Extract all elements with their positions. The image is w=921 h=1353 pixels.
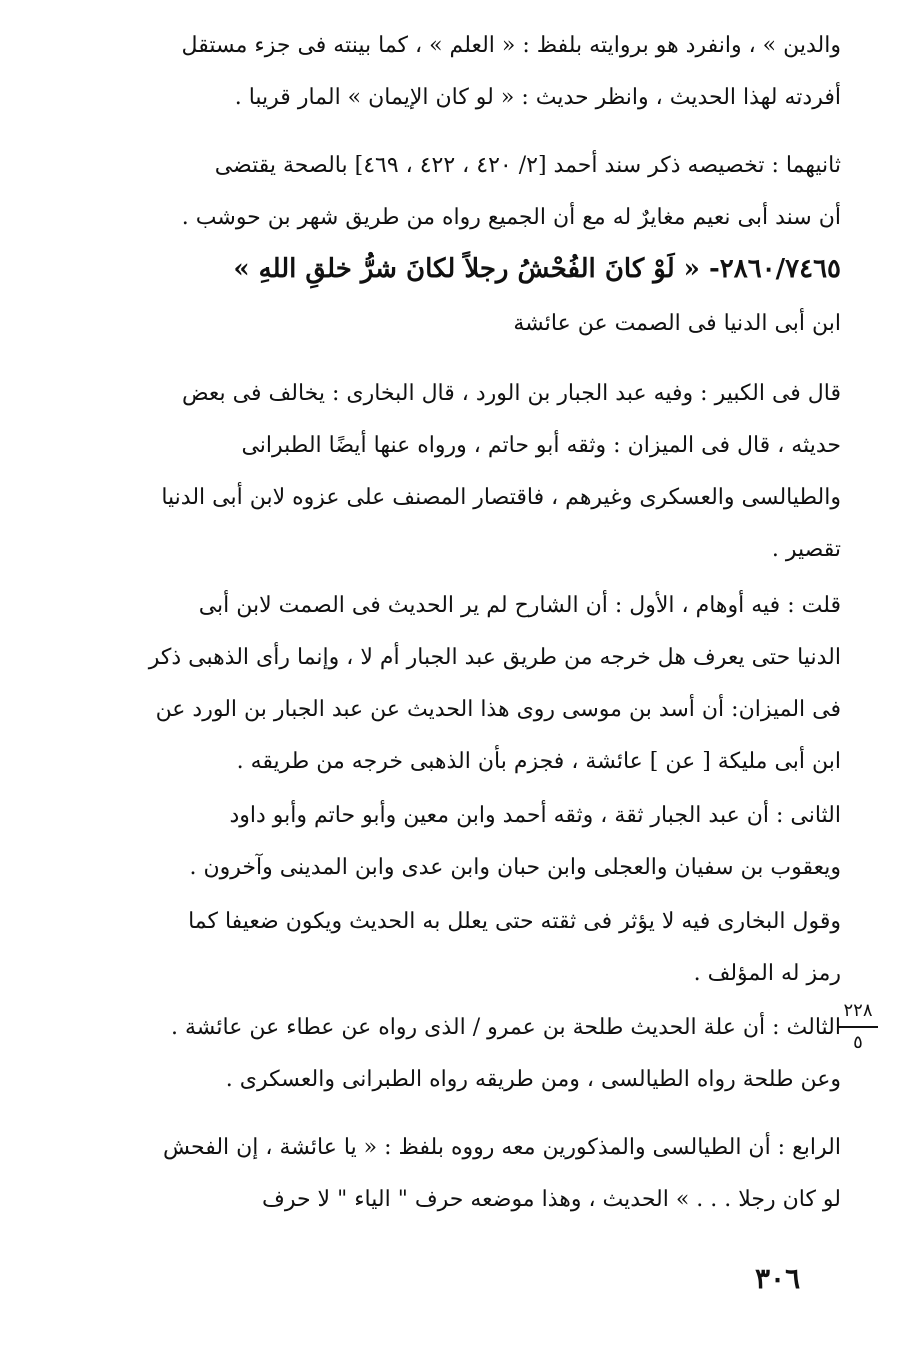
text-line: تقصير . xyxy=(771,537,841,562)
text-line: رمز له المؤلف . xyxy=(693,961,841,986)
margin-reference xyxy=(838,1000,878,1054)
margin-volume: ٥ xyxy=(853,1032,863,1053)
text-line: لو كان رجلا . . . » الحديث ، وهذا موضعه حرف " الياء " لا حرف xyxy=(262,1187,841,1212)
text-line: الثانى : أن عبد الجبار ثقة ، وثقه أحمد وابن معين وأبو حاتم وأبو داود xyxy=(229,803,841,828)
text-line: أفردته لهذا الحديث ، وانظر حديث : « لو كان الإيمان » المار قريبا . xyxy=(234,85,841,110)
text-line: والدين » ، وانفرد هو بروايته بلفظ : « العلم » ، كما بينته فى جزء مستقل xyxy=(181,33,841,58)
paragraph-2 xyxy=(129,140,841,244)
text-line: والطيالسى والعسكرى وغيرهم ، فاقتصار المصنف على عزوه لابن أبى الدنيا xyxy=(161,485,841,510)
text-line: وعن طلحة رواه الطيالسى ، ومن طريقه رواه الطبرانى والعسكرى . xyxy=(225,1067,841,1092)
paragraph-7 xyxy=(129,1002,841,1106)
text-line: أن سند أبى نعيم مغايرٌ له مع أن الجميع رواه من طريق شهر بن حوشب . xyxy=(181,205,841,230)
paragraph-4 xyxy=(129,580,841,788)
text-line: الدنيا حتى يعرف هل خرجه من طريق عبد الجبار أم لا ، وإنما رأى الذهبى ذكر xyxy=(148,645,841,670)
text-line: حديثه ، قال فى الميزان : وثقه أبو حاتم ، ورواه عنها أيضًا الطبرانى xyxy=(241,433,841,458)
text-line: ويعقوب بن سفيان والعجلى وابن حبان وابن عدى وابن المدينى وآخرون . xyxy=(189,855,841,880)
text-line: الثالث : أن علة الحديث طلحة بن عمرو / الذى رواه عن عطاء عن عائشة . xyxy=(170,1015,841,1040)
margin-divider xyxy=(838,1026,878,1028)
text-line: قلت : فيه أوهام ، الأول : أن الشارح لم ير الحديث فى الصمت لابن أبى xyxy=(198,593,841,618)
margin-volume-page: ٢٢٨ xyxy=(843,1000,873,1021)
text-line: قال فى الكبير : وفيه عبد الجبار بن الورد ، قال البخارى : يخالف فى بعض xyxy=(181,381,841,406)
paragraph-6 xyxy=(129,896,841,1000)
text-line: ثانيهما : تخصيصه ذكر سند أحمد [٢/ ٤٢٠ ، ٤٢٢ ، ٤٦٩] بالصحة يقتضى xyxy=(214,153,841,178)
hadith-heading: ٢٨٦٠/٧٤٦٥- « لَوْ كانَ الفُحْشُ رجلاً لكانَ شرُّ خلقِ اللهِ » xyxy=(233,254,841,284)
text-line: فى الميزان: أن أسد بن موسى روى هذا الحديث عن عبد الجبار بن الورد عن xyxy=(155,697,841,722)
paragraph-5 xyxy=(129,790,841,894)
paragraph-1 xyxy=(129,20,841,124)
text-line: ابن أبى مليكة [ عن ] عائشة ، فجزم بأن الذهبى خرجه من طريقه . xyxy=(236,749,841,774)
paragraph-8 xyxy=(129,1122,841,1226)
text-line: الرابع : أن الطيالسى والمذكورين معه رووه بلفظ : « يا عائشة ، إن الفحش xyxy=(162,1135,841,1160)
hadith-heading-block xyxy=(129,240,841,350)
page-number: ٣٠٦ xyxy=(755,1262,801,1295)
text-line: وقول البخارى فيه لا يؤثر فى ثقته حتى يعلل به الحديث ويكون ضعيفا كما xyxy=(188,909,841,934)
paragraph-3 xyxy=(129,368,841,576)
hadith-source: ابن أبى الدنيا فى الصمت عن عائشة xyxy=(513,311,841,336)
